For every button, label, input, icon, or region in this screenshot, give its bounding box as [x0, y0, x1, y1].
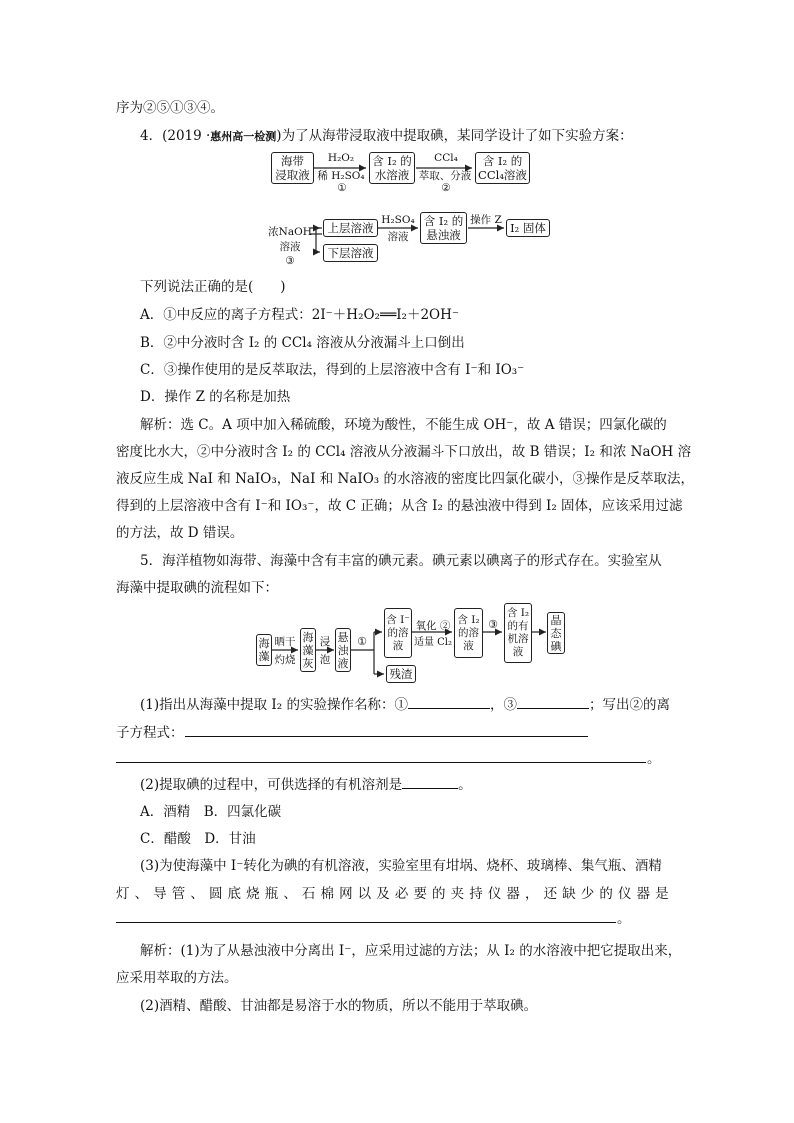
intro-line: 序为②⑤①③④。	[116, 100, 224, 116]
answer-line-equation-2[interactable]	[116, 762, 646, 763]
box-i2-aqueous: 含 I₂ 的 水溶液	[369, 152, 415, 184]
arrow-soak-label: 浸	[319, 636, 331, 648]
arrow-oxidize-label: 氧化 ②	[415, 620, 451, 632]
q5-sub2: (2)提取碘的过程中，可供选择的有机溶剂是 。	[140, 773, 472, 793]
box-suspension: 悬 浊 液	[335, 628, 351, 672]
q5-sub2-options: A．酒精 B．四氯化碳	[140, 804, 282, 820]
q5-sub3-end: 。	[617, 911, 631, 927]
q5-analysis-line: 应采用萃取的方法。	[116, 970, 238, 986]
arrow2-bottom-label: 萃取、分液	[418, 170, 472, 182]
step1-label: ①	[357, 635, 367, 648]
naoh-label: 浓NaOH	[268, 226, 312, 238]
naoh-solution-label: 溶液	[279, 241, 301, 253]
q5-sub1-line2: 子方程式：	[116, 725, 184, 741]
box-i2-suspension: 含 I₂ 的 悬浊液	[420, 212, 467, 244]
box-crystal-iodine: 晶 态 碘	[547, 612, 565, 654]
q4-source: 惠州高一检测	[210, 130, 277, 143]
arrow-cl2-label: 适量 Cl₂	[413, 637, 453, 648]
q4-analysis-line: 液反应生成 NaI 和 NaIO₃，NaI 和 NaIO₃ 的水溶液的密度比四氯化碳小，③操作是反萃取法，	[116, 471, 694, 487]
box-residue: 残渣	[386, 665, 416, 683]
q4-stem: 4．(2019 ·惠州高一检测)为了从海带浸取液中提取碘，某同学设计了如下实验方案：	[140, 128, 633, 144]
operation-z-label: 操作 Z	[470, 214, 502, 226]
arrow1-bottom-label: 稀 H₂SO₄	[317, 170, 365, 182]
box-i2-solution: 含 I₂ 的溶 液	[454, 608, 483, 658]
step1-number: ①	[337, 182, 347, 194]
box-i2-solid: I₂ 固体	[506, 219, 550, 237]
box-upper-layer: 上层溶液	[323, 219, 378, 237]
q5-sub1-line: (1)指出从海藻中提取 I₂ 的实验操作名称：① ，③ ；写出②的离	[140, 693, 670, 713]
q5-sub3-line: 灯 、 导 管 、 圆 底 烧 瓶 、 石 棉 网 以 及 必 要 的 夹 持 仪 器 ， 还 缺 少 的 仪 器 是	[116, 886, 670, 902]
arrow3-bottom-label: 溶液	[387, 231, 409, 243]
q5-analysis-line: 解析：(1)为了从悬浊液中分离出 I⁻，应采用过滤的方法；从 I₂ 的水溶液中把它提取出来，	[140, 943, 682, 959]
box-iodide-solution: 含 I⁻ 的溶 液	[384, 608, 412, 658]
arrow1-top-label: H₂O₂	[327, 152, 355, 164]
q5-sub3-line: (3)为使海藻中 I⁻转化为碘的有机溶液，实验室里有坩埚、烧杯、玻璃棒、集气瓶、酒精	[140, 858, 662, 874]
q4-option-b: B．②中分液时含 I₂ 的 CCl₄ 溶液从分液漏斗上口倒出	[140, 335, 465, 351]
answer-blank-3[interactable]	[517, 694, 589, 709]
q5-sub2-options: C．醋酸 D．甘油	[140, 831, 256, 847]
answer-line-instrument[interactable]	[116, 922, 616, 923]
q4-option-a: A．①中反应的离子方程式：2I⁻＋H₂O₂══I₂＋2OH⁻	[140, 307, 460, 323]
box-i2-ccl4: 含 I₂ 的 CCl₄溶液	[475, 152, 530, 184]
box-seaweed: 海 藻	[256, 634, 272, 666]
arrow3-top-label: H₂SO₄	[381, 214, 415, 226]
box-seaweed-ash: 海 藻 灰	[300, 628, 316, 672]
step2-number: ②	[441, 182, 451, 194]
answer-blank-1[interactable]	[408, 694, 490, 709]
q4-analysis-line: 解析：选 C。A 项中加入稀硫酸，环境为酸性，不能生成 OH⁻，故 A 错误；四氯化碳的	[140, 417, 667, 433]
arrow-burn-label: 灼烧	[274, 654, 296, 666]
arrow-dry-label: 晒干	[274, 636, 296, 648]
q5-stem-line: 海藻中提取碘的流程如下：	[116, 580, 278, 596]
answer-blank-solvent[interactable]	[402, 774, 458, 789]
q4-option-d: D．操作 Z 的名称是加热	[140, 389, 291, 405]
box-lower-layer: 下层溶液	[323, 244, 378, 262]
arrow-soak-label-2: 泡	[319, 654, 331, 666]
q5-stem-line: 5．海洋植物如海带、海藻中含有丰富的碘元素。碘元素以碘离子的形式存在。实验室从	[140, 553, 662, 569]
q4-analysis-line: 得到的上层溶液中含有 I⁻和 IO₃⁻，故 C 正确；从含 I₂ 的悬浊液中得到 I₂ 固体，应该采用过滤	[116, 498, 683, 514]
q4-option-c: C．③操作使用的是反萃取法，得到的上层溶液中含有 I⁻和 IO₃⁻	[140, 362, 525, 378]
arrow2-top-label: CCl₄	[434, 152, 458, 164]
box-i2-organic: 含 I₂ 的有 机溶 液	[504, 603, 532, 663]
step3-label: ③	[488, 618, 498, 631]
answer-line-equation[interactable]	[185, 736, 588, 737]
q5-analysis-line: (2)酒精、醋酸、甘油都是易溶于水的物质，所以不能用于萃取碘。	[140, 998, 538, 1014]
q4-question: 下列说法正确的是( )	[140, 279, 286, 295]
step3-number: ③	[285, 255, 295, 267]
q5-sub1-end: 。	[647, 751, 661, 767]
box-kelp-extract: 海带 浸取液	[271, 152, 314, 184]
q4-analysis-line: 密度比水大，②中分液时含 I₂ 的 CCl₄ 溶液从分液漏斗下口放出，故 B 错误；I₂ 和浓 NaOH 溶	[116, 444, 692, 460]
q4-analysis-line: 的方法，故 D 错误。	[116, 525, 244, 541]
